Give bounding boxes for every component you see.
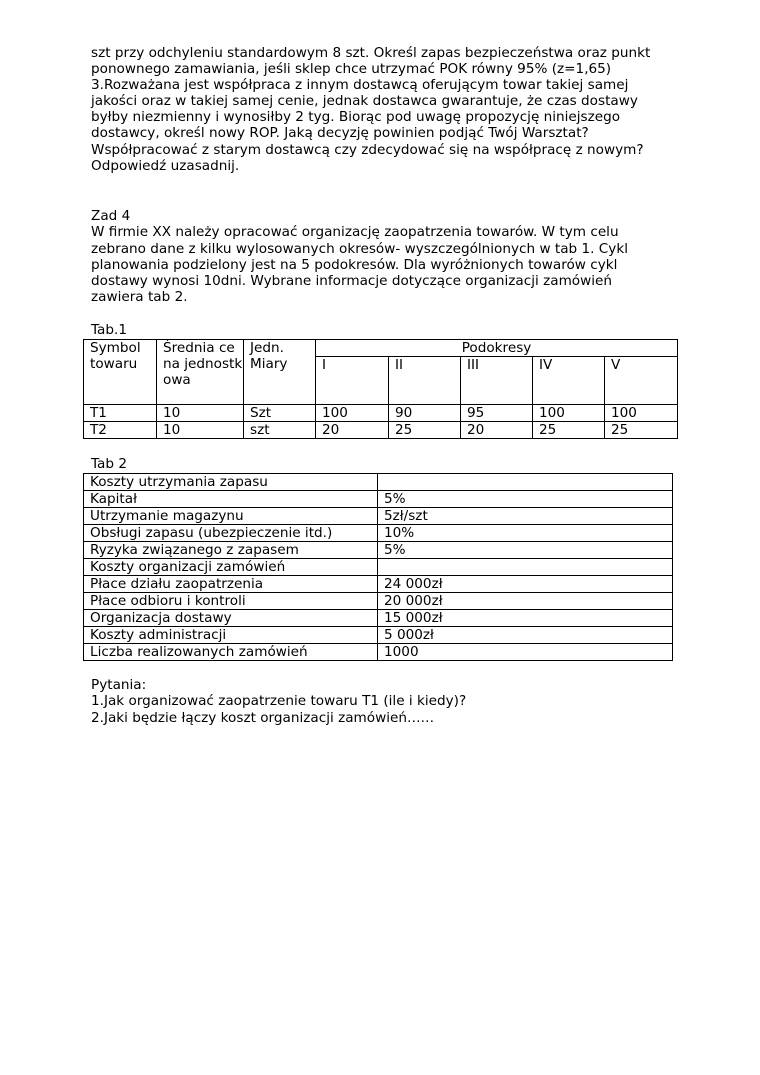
tab2-caption: Tab 2	[91, 456, 127, 472]
tab1-cell-value: 90	[389, 405, 461, 422]
table-row	[84, 576, 673, 593]
tab2-label: Płace działu zaopatrzenia	[84, 576, 378, 593]
intro-line: 3.Rozważana jest współpraca z innym dostawcą oferującym towar takiej samej	[91, 77, 629, 93]
table-row	[84, 508, 673, 525]
zad4-line: zawiera tab 2.	[91, 289, 188, 305]
intro-line: dostawcy, określ nowy ROP. Jaką decyzję powinien podjąć Twój Warsztat?	[91, 125, 589, 141]
tab1-cell-symbol: T2	[84, 422, 157, 439]
tab2-table	[83, 473, 673, 661]
questions-title: Pytania:	[91, 677, 147, 693]
tab1-header-symbol: Symbol towaru	[84, 340, 157, 405]
tab2-value: 24 000zł	[378, 576, 673, 593]
tab2-value	[378, 559, 673, 576]
intro-line: jakości oraz w takiej samej cenie, jednak dostawca gwarantuje, że czas dostawy	[91, 93, 638, 109]
tab1-cell-value: 100	[533, 405, 605, 422]
tab1-period-header: III	[461, 357, 533, 405]
tab2-label: Utrzymanie magazynu	[84, 508, 378, 525]
tab2-value: 15 000zł	[378, 610, 673, 627]
tab2-label: Obsługi zapasu (ubezpieczenie itd.)	[84, 525, 378, 542]
tab1-cell-value: 20	[461, 422, 533, 439]
question-item: 2.Jaki będzie łączy koszt organizacji zamówień……	[91, 710, 435, 726]
tab2-value: 10%	[378, 525, 673, 542]
tab2-value: 5%	[378, 542, 673, 559]
tab1-period-header: II	[389, 357, 461, 405]
tab1-cell-value: 25	[533, 422, 605, 439]
tab1-header-periods: Podokresy	[316, 340, 678, 357]
tab1-cell-value: 25	[389, 422, 461, 439]
tab1-cell-value: 20	[316, 422, 389, 439]
tab1-cell-unit: szt	[244, 422, 316, 439]
table-row	[84, 644, 673, 661]
table-row	[84, 542, 673, 559]
tab1-header-unit: Jedn. Miary	[244, 340, 316, 405]
tab1-cell-value: 100	[316, 405, 389, 422]
tab1-period-header: I	[316, 357, 389, 405]
intro-line: ponownego zamawiania, jeśli sklep chce utrzymać POK równy 95% (z=1,65)	[91, 61, 612, 77]
tab2-label: Koszty administracji	[84, 627, 378, 644]
tab1-cell-value: 25	[605, 422, 678, 439]
tab2-value: 20 000zł	[378, 593, 673, 610]
tab1-cell-value: 100	[605, 405, 678, 422]
tab2-label: Płace odbioru i kontroli	[84, 593, 378, 610]
intro-line: Współpracować z starym dostawcą czy zdecydować się na współpracę z nowym?	[91, 142, 644, 158]
table-row	[84, 593, 673, 610]
tab1-caption: Tab.1	[91, 322, 127, 338]
tab2-label: Liczba realizowanych zamówień	[84, 644, 378, 661]
tab1-cell-price: 10	[157, 405, 244, 422]
tab2-value: 5%	[378, 491, 673, 508]
table-row	[84, 422, 678, 439]
tab2-label: Organizacja dostawy	[84, 610, 378, 627]
tab2-label: Ryzyka związanego z zapasem	[84, 542, 378, 559]
tab1-cell-value: 95	[461, 405, 533, 422]
table-row	[84, 559, 673, 576]
question-item: 1.Jak organizować zaopatrzenie towaru T1 (ile i kiedy)?	[91, 693, 467, 709]
intro-line: szt przy odchyleniu standardowym 8 szt. Określ zapas bezpieczeństwa oraz punkt	[91, 45, 651, 61]
table-row	[84, 525, 673, 542]
tab2-label: Kapitał	[84, 491, 378, 508]
tab1-header-price: Średnia cena jednostkowa	[157, 340, 244, 405]
tab1-period-header: IV	[533, 357, 605, 405]
tab2-value: 5 000zł	[378, 627, 673, 644]
tab2-label: Koszty organizacji zamówień	[84, 559, 378, 576]
zad4-line: zebrano dane z kilku wylosowanych okresów- wyszczególnionych w tab 1. Cykl	[91, 241, 628, 257]
zad4-title: Zad 4	[91, 208, 131, 224]
table-row	[84, 491, 673, 508]
intro-line: Odpowiedź uzasadnij.	[91, 158, 240, 174]
zad4-line: dostawy wynosi 10dni. Wybrane informacje dotyczące organizacji zamówień	[91, 273, 613, 289]
intro-line: byłby niezmienny i wynosiłby 2 tyg. Biorąc pod uwagę propozycję niniejszego	[91, 109, 621, 125]
table-row	[84, 610, 673, 627]
tab1-table	[83, 339, 678, 439]
tab2-value: 5zł/szt	[378, 508, 673, 525]
tab1-cell-price: 10	[157, 422, 244, 439]
tab1-cell-symbol: T1	[84, 405, 157, 422]
zad4-line: planowania podzielony jest na 5 podokresów. Dla wyróżnionych towarów cykl	[91, 257, 618, 273]
tab2-value	[378, 474, 673, 491]
zad4-line: W firmie XX należy opracować organizację zaopatrzenia towarów. W tym celu	[91, 224, 619, 240]
table-row	[84, 474, 673, 491]
table-row	[84, 627, 673, 644]
tab1-cell-unit: Szt	[244, 405, 316, 422]
table-row	[84, 405, 678, 422]
tab2-value: 1000	[378, 644, 673, 661]
tab1-period-header: V	[605, 357, 678, 405]
tab2-label: Koszty utrzymania zapasu	[84, 474, 378, 491]
